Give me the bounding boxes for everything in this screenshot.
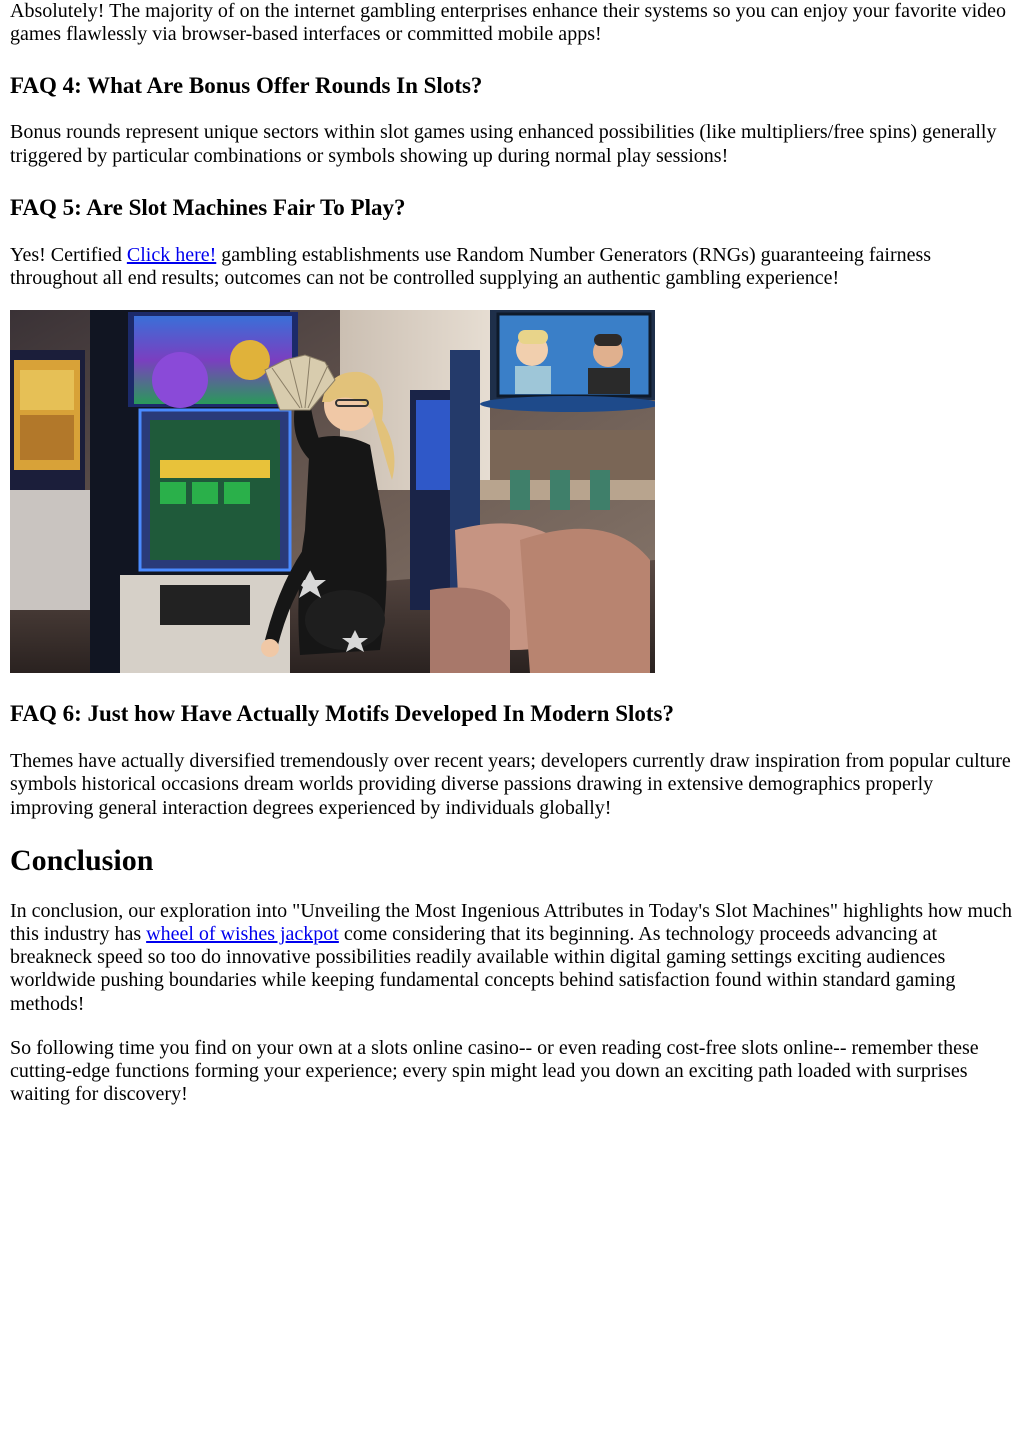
- faq4-heading: FAQ 4: What Are Bonus Offer Rounds In Slots?: [10, 73, 483, 99]
- faq5-heading: FAQ 5: Are Slot Machines Fair To Play?: [10, 194, 406, 220]
- faq5-text-after-link: gambling establishments use Random Number Generators (RNGs) guaranteeing fairness throughout all end results; outcomes can not be controlled supplying an authentic gambling experience!: [10, 243, 932, 290]
- conclusion-paragraph-2: So following time you find on your own at a slots online casino-- or even reading cost-free slots online-- remember these cutting-edge functions forming your experience; every spin might lead you down an exciting path loaded with surprises waiting for discovery!: [10, 1036, 979, 1106]
- conclusion-paragraph-1: [10, 900, 1016, 1016]
- conclusion-text-before-link: In conclusion, our exploration into "Unveiling the Most Ingenious Attributes in Today's Slot Machines" highlights how much this industry has: [10, 899, 1012, 946]
- intro-paragraph: Absolutely! The majority of on the internet gambling enterprises enhance their systems so you can enjoy your favorite video games flawlessly via browser-based interfaces or committed mobile apps!: [10, 0, 1007, 46]
- faq4-paragraph: Bonus rounds represent unique sectors within slot games using enhanced possibilities (like multipliers/free spins) generally triggered by particular combinations or symbols showing up during normal play sessions!: [10, 121, 997, 167]
- casino-photo-illustration: [10, 310, 655, 673]
- faq5-text-before-link: Yes! Certified: [10, 243, 127, 266]
- faq6-heading: FAQ 6: Just how Have Actually Motifs Developed In Modern Slots?: [10, 701, 675, 727]
- conclusion-text-after-link: come considering that its beginning. As technology proceeds advancing at breakneck speed so too do innovative possibilities readily available within digital gaming settings exciting audiences worldwide pushing boundaries while keeping fundamental concepts behind satisfaction found within standard gaming methods!: [10, 923, 956, 1015]
- article: [10, 0, 1016, 1106]
- conclusion-heading: Conclusion: [10, 843, 154, 877]
- click-here-link[interactable]: Click here!: [126, 243, 217, 266]
- faq5-paragraph: [10, 244, 1016, 290]
- wheel-of-wishes-jackpot-link[interactable]: wheel of wishes jackpot: [146, 923, 339, 946]
- faq6-paragraph: Themes have actually diversified tremendously over recent years; developers currently draw inspiration from popular culture symbols historical occasions dream worlds providing diverse passions drawing in extensive demographics properly improving general interaction degrees experienced by individuals globally!: [10, 750, 1011, 819]
- casino-photo: [10, 310, 655, 673]
